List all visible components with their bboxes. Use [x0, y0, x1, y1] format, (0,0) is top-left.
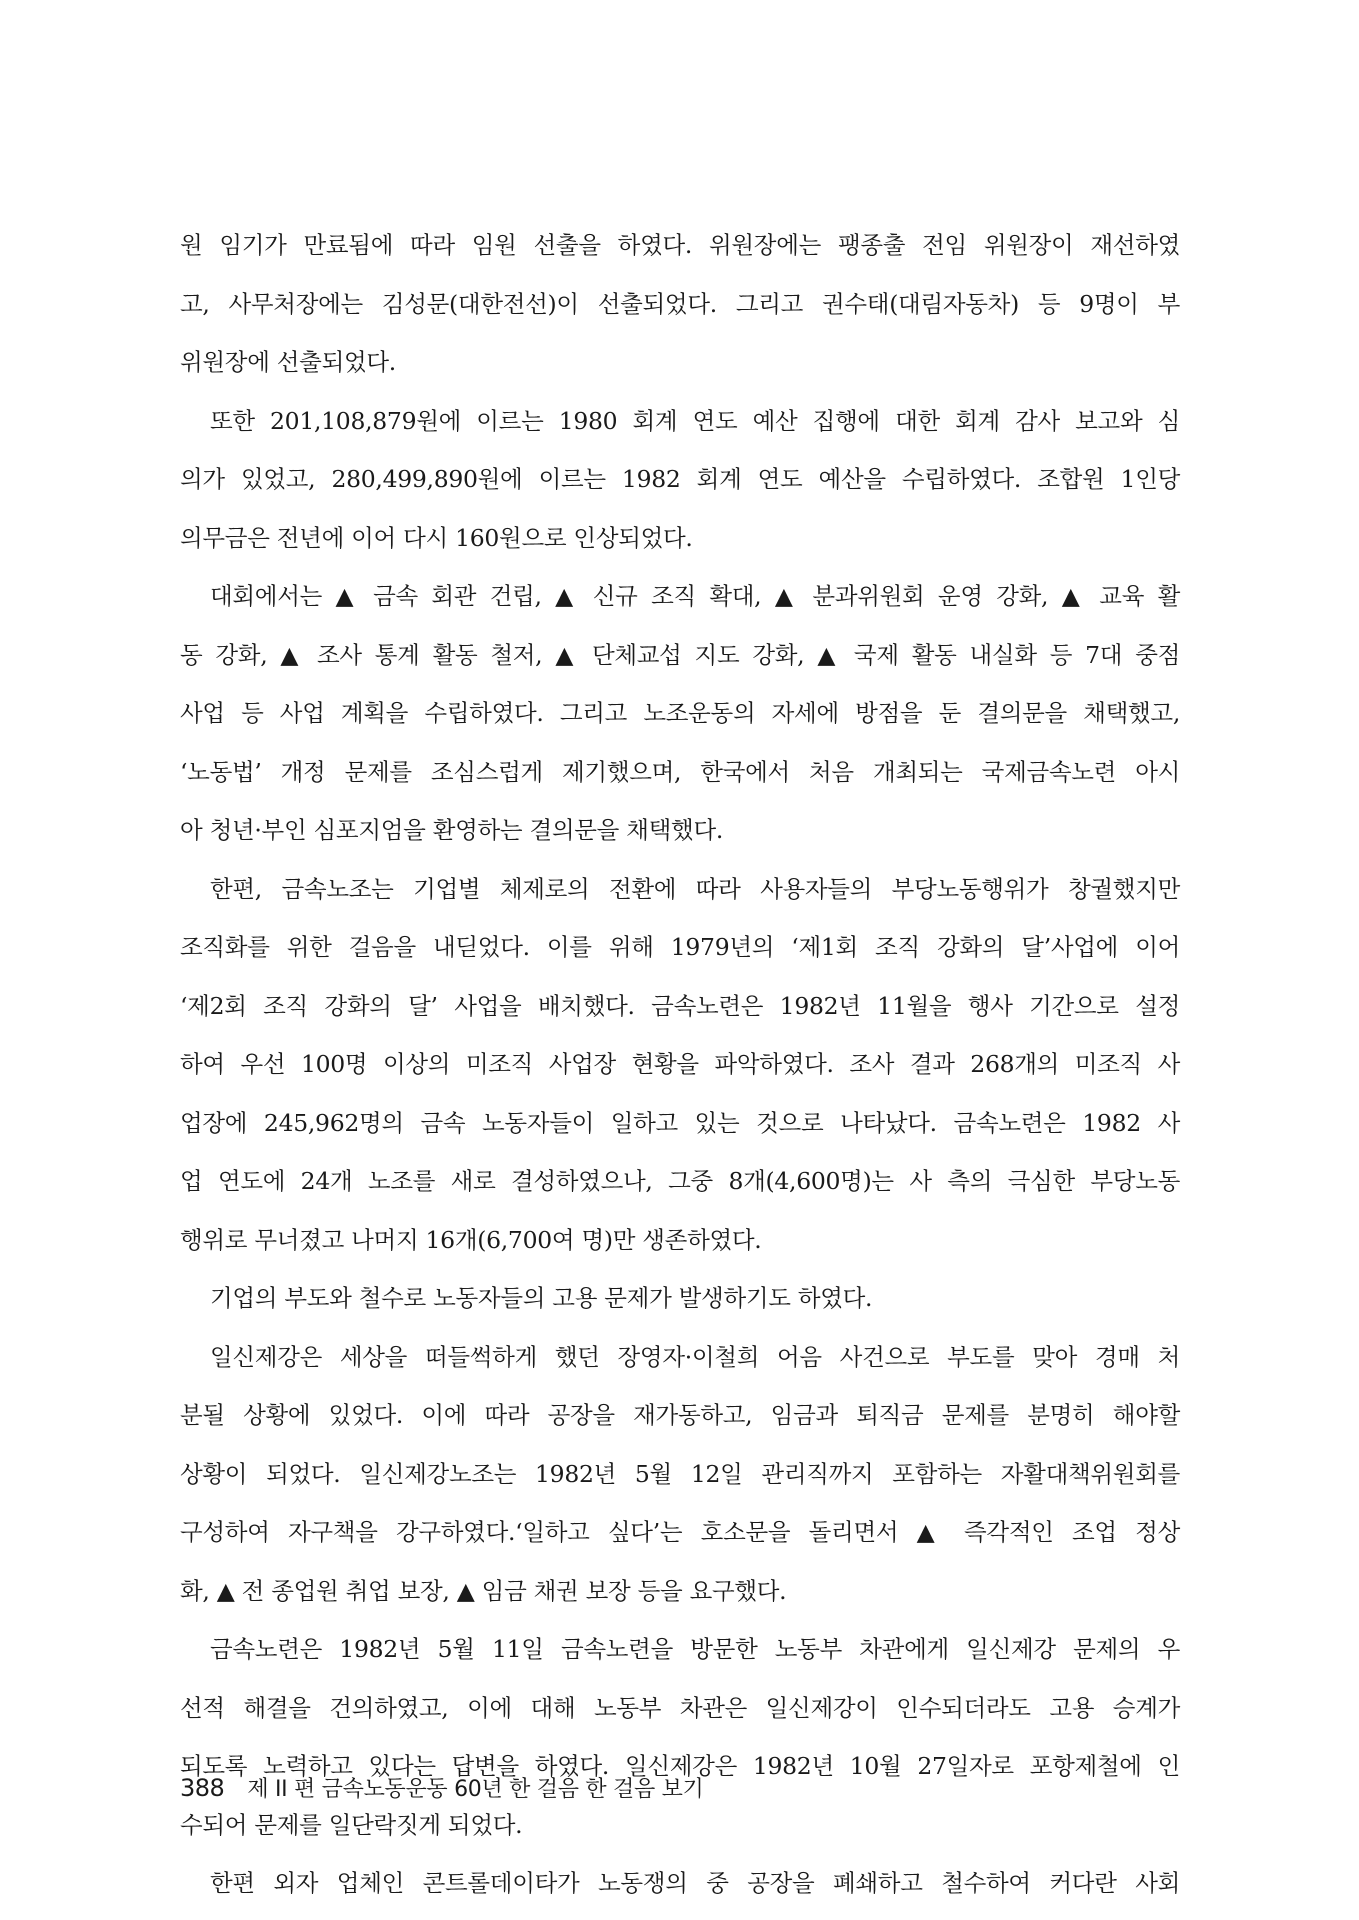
text-line: 사업 등 사업 계획을 수립하였다. 그리고 노조운동의 자세에 방점을 둔 결의문을 채택했고, [180, 699, 1180, 727]
text-line: 동 강화, ▲ 조사 통계 활동 철저, ▲ 단체교섭 지도 강화, ▲ 국제 활동 내실화 등 7대 중점 [180, 640, 1180, 669]
text-line: 조직화를 위한 걸음을 내딛었다. 이를 위해 1979년의 ‘제1회 조직 강화의 달’사업에 이어 [180, 933, 1180, 961]
text-line: 의무금은 전년에 이어 다시 160원으로 인상되었다. [180, 523, 693, 552]
text-line: ‘노동법’ 개정 문제를 조심스럽게 제기했으며, 한국에서 처음 개최되는 국제금속노련 아시 [180, 757, 1180, 786]
paragraph [180, 567, 1180, 860]
text-line: 화, ▲ 전 종업원 취업 보장, ▲ 임금 채권 보장 등을 요구했다. [180, 1576, 787, 1605]
text-line: 또한 201,108,879원에 이르는 1980 회계 연도 예산 집행에 대한 회계 감사 보고와 심 [210, 406, 1180, 435]
text-line: 대회에서는 ▲ 금속 회관 건립, ▲ 신규 조직 확대, ▲ 분과위원회 운영 강화, ▲ 교육 활 [210, 582, 1180, 610]
paragraph [180, 1620, 1180, 1854]
text-line: 선적 해결을 건의하였고, 이에 대해 노동부 차관은 일신제강이 인수되더라도 고용 승계가 [180, 1693, 1180, 1722]
text-line: 한편, 금속노조는 기업별 체제로의 전환에 따라 사용자들의 부당노동행위가 창궐했지만 [210, 874, 1180, 903]
paragraph [180, 1269, 1180, 1328]
text-line: 의가 있었고, 280,499,890원에 이르는 1982 회계 연도 예산을 수립하였다. 조합원 1인당 [180, 465, 1180, 493]
page-footer [180, 1772, 704, 1803]
paragraph [180, 216, 1180, 392]
text-line: 원 임기가 만료됨에 따라 임원 선출을 하였다. 위원장에는 팽종출 전임 위원장이 재선하였 [180, 231, 1180, 259]
text-line: 분될 상황에 있었다. 이에 따라 공장을 재가동하고, 임금과 퇴직금 문제를 분명히 해야할 [180, 1401, 1180, 1429]
page-number: 388 [180, 1774, 225, 1802]
paragraph [180, 392, 1180, 568]
text-line: 되도록 노력하고 있다는 답변을 하였다. 일신제강은 1982년 10월 27일자로 포항제철에 인 [180, 1752, 1180, 1780]
text-line: 하여 우선 100명 이상의 미조직 사업장 현황을 파악하였다. 조사 결과 268개의 미조직 사 [180, 1050, 1180, 1078]
text-line: 고, 사무처장에는 김성문(대한전선)이 선출되었다. 그리고 권수태(대림자동차) 등 9명이 부 [180, 289, 1180, 318]
text-line: 금속노련은 1982년 5월 11일 금속노련을 방문한 노동부 차관에게 일신제강 문제의 우 [210, 1635, 1180, 1663]
text-line: 위원장에 선출되었다. [180, 348, 396, 376]
text-line: 행위로 무너졌고 나머지 16개(6,700여 명)만 생존하였다. [180, 1225, 762, 1254]
text-line: 아 청년·부인 심포지엄을 환영하는 결의문을 채택했다. [180, 816, 724, 844]
paragraph [180, 1328, 1180, 1621]
text-line: 상황이 되었다. 일신제강노조는 1982년 5월 12일 관리직까지 포함하는 자활대책위원회를 [180, 1459, 1180, 1488]
text-line: 한편 외자 업체인 콘트롤데이타가 노동쟁의 중 공장을 폐쇄하고 철수하여 커다란 사회 [210, 1869, 1180, 1897]
text-line: 일신제강은 세상을 떠들썩하게 했던 장영자·이철희 어음 사건으로 부도를 맞아 경매 처 [210, 1342, 1180, 1371]
text-line: 업장에 245,962명의 금속 노동자들이 일하고 있는 것으로 나타났다. 금속노련은 1982 사 [180, 1108, 1180, 1137]
paragraph [180, 860, 1180, 1270]
text-line: 구성하여 자구책을 강구하였다.‘일하고 싶다’는 호소문을 돌리면서 ▲ 즉각적인 조업 정상 [180, 1518, 1180, 1546]
text-line: 수되어 문제를 일단락짓게 되었다. [180, 1810, 523, 1839]
paragraph [180, 1854, 1180, 1913]
text-line: 업 연도에 24개 노조를 새로 결성하였으나, 그중 8개(4,600명)는 사 측의 극심한 부당노동 [180, 1167, 1180, 1195]
body-text [180, 216, 1180, 1913]
running-title: 제 II 편 금속노동운동 60년 한 걸음 한 걸음 보기 [247, 1777, 704, 1802]
text-line: ‘제2회 조직 강화의 달’ 사업을 배치했다. 금속노련은 1982년 11월을 행사 기간으로 설정 [180, 991, 1180, 1020]
text-line: 기업의 부도와 철수로 노동자들의 고용 문제가 발생하기도 하였다. [210, 1284, 873, 1312]
